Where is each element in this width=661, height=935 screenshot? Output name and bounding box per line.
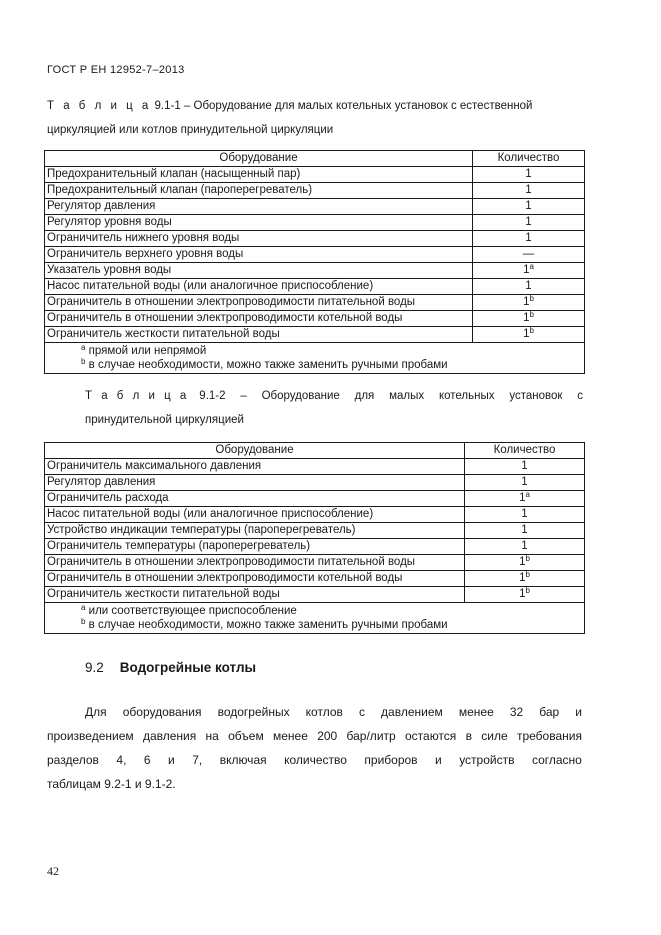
table1-row	[45, 295, 585, 311]
table2-equipment-cell: Ограничитель температуры (пароперегреватель)	[45, 539, 465, 555]
table1-caption-text: 9.1-1 – Оборудование для малых котельных установок с естественной	[154, 100, 533, 112]
table2-col-quantity: Количество	[465, 443, 585, 459]
table1-quantity-value: 1	[525, 184, 532, 196]
table1-equipment-cell: Регулятор уровня воды	[45, 215, 473, 231]
table2-footnote-ref: b	[525, 586, 530, 595]
paragraph-word: Для	[85, 705, 107, 719]
table2-row	[45, 555, 585, 571]
table1-note-text: прямой или непрямой	[85, 345, 207, 357]
table1-header-row	[45, 151, 585, 167]
paragraph-word: 6	[143, 753, 151, 767]
paragraph-word: согласно	[531, 753, 582, 767]
paragraph-word: бар	[539, 705, 560, 719]
table1-equipment-cell: Ограничитель жесткости питательной воды	[45, 327, 473, 343]
table2-quantity-value: 1	[521, 540, 528, 552]
caption-word: 9.1-2	[199, 390, 226, 402]
table2-equipment-cell: Ограничитель максимального давления	[45, 459, 465, 475]
table1-row	[45, 231, 585, 247]
table1-col-quantity: Количество	[473, 151, 585, 167]
table1-caption-label: Т а б л и ц а	[47, 100, 152, 112]
table2-quantity-cell	[465, 571, 585, 587]
caption-word: Оборудование	[261, 390, 340, 402]
paragraph-word: остаются	[404, 729, 457, 743]
table1-quantity-cell	[473, 279, 585, 295]
paragraph-word: произведением	[47, 729, 134, 743]
table2-quantity-value: 1	[519, 572, 526, 584]
section-paragraph	[47, 700, 582, 796]
table1-note-mark: b	[81, 357, 86, 366]
table1-quantity-cell	[473, 183, 585, 199]
table2-header-row	[45, 443, 585, 459]
table2-col-equipment: Оборудование	[45, 443, 465, 459]
paragraph-line-3	[47, 748, 582, 772]
paragraph-word: приборов	[364, 753, 418, 767]
section-heading	[85, 660, 256, 675]
table2-quantity-value: 1	[521, 460, 528, 472]
table1-footnote-ref: a	[529, 262, 534, 271]
table2-footnote-ref: b	[525, 570, 530, 579]
table1-quantity-cell	[473, 295, 585, 311]
table1-row	[45, 199, 585, 215]
table1-quantity-value: 1	[523, 264, 530, 276]
table1-quantity-cell	[473, 311, 585, 327]
table1-equipment-cell: Регулятор давления	[45, 199, 473, 215]
table1	[44, 150, 585, 374]
table2-row	[45, 491, 585, 507]
table1-equipment-cell: Указатель уровня воды	[45, 263, 473, 279]
paragraph-word: разделов	[47, 753, 99, 767]
table2-row	[45, 475, 585, 491]
table2-note-mark: b	[81, 617, 86, 626]
table1-note-text: в случае необходимости, можно также заменить ручными пробами	[85, 359, 448, 371]
table2-quantity-value: 1	[519, 556, 526, 568]
document-header: ГОСТ Р ЕН 12952-7–2013	[47, 64, 185, 76]
table1-equipment-cell: Ограничитель верхнего уровня воды	[45, 247, 473, 263]
table1-note	[81, 344, 584, 358]
table1-notes-row	[45, 343, 585, 374]
table1-footnote-ref: b	[529, 310, 534, 319]
paragraph-word: силе	[481, 729, 508, 743]
paragraph-word: 200	[317, 729, 338, 743]
caption-word: малых	[389, 390, 425, 402]
table1-quantity-value: 1	[523, 296, 530, 308]
table2-quantity-cell	[465, 523, 585, 539]
table2-equipment-cell: Ограничитель жесткости питательной воды	[45, 587, 465, 603]
table2-row	[45, 571, 585, 587]
table1-quantity-value: —	[522, 248, 535, 260]
paragraph-word: менее	[458, 705, 494, 719]
table1-quantity-value: 1	[525, 168, 532, 180]
paragraph-word: 4,	[116, 753, 127, 767]
table1-quantity-value: 1	[525, 232, 532, 244]
caption-word: котельных	[438, 390, 495, 402]
table2-quantity-cell	[465, 507, 585, 523]
paragraph-word: и	[435, 753, 442, 767]
table2-quantity-value: 1	[521, 476, 528, 488]
section-title: Водогрейные котлы	[119, 660, 257, 675]
paragraph-word: оборудования	[122, 705, 202, 719]
page-number: 42	[47, 864, 59, 878]
table2-quantity-cell	[465, 475, 585, 491]
table1-quantity-value: 1	[525, 280, 532, 292]
table1-quantity-value: 1	[523, 328, 530, 340]
table1-quantity-cell	[473, 199, 585, 215]
table2-row	[45, 587, 585, 603]
caption-word: –	[240, 390, 247, 402]
paragraph-word: 7,	[192, 753, 203, 767]
table1-quantity-cell	[473, 231, 585, 247]
table2-row	[45, 523, 585, 539]
paragraph-word: и	[575, 705, 582, 719]
table2-caption-label: Т а б л и ц а	[85, 390, 190, 402]
caption-word: установок	[509, 390, 563, 402]
table1-quantity-value: 1	[523, 312, 530, 324]
table2-note-text: в случае необходимости, можно также заменить ручными пробами	[85, 619, 448, 631]
table1-equipment-cell: Предохранительный клапан (пароперегреватель)	[45, 183, 473, 199]
table1-note	[81, 358, 584, 372]
table2-equipment-cell: Ограничитель в отношении электропроводимости котельной воды	[45, 571, 465, 587]
table1-row	[45, 167, 585, 183]
table1-equipment-cell: Ограничитель в отношении электропроводимости питательной воды	[45, 295, 473, 311]
paragraph-line-1	[47, 700, 582, 724]
table1-row	[45, 263, 585, 279]
table1-equipment-cell: Ограничитель в отношении электропроводимости котельной воды	[45, 311, 473, 327]
paragraph-word: объем	[228, 729, 264, 743]
table2-quantity-value: 1	[521, 524, 528, 536]
table2-notes-row	[45, 603, 585, 634]
table1-equipment-cell: Предохранительный клапан (насыщенный пар)	[45, 167, 473, 183]
table2-caption-line2: принудительной циркуляцией	[85, 414, 244, 426]
paragraph-word: давления	[142, 729, 197, 743]
paragraph-word: с	[358, 705, 365, 719]
table2-quantity-cell	[465, 491, 585, 507]
paragraph-line-4: таблицам 9.2-1 и 9.1-2.	[47, 777, 176, 791]
table1-footnote-ref: b	[529, 294, 534, 303]
paragraph-word: менее	[273, 729, 308, 743]
table2-quantity-cell	[465, 555, 585, 571]
table1-caption	[47, 94, 532, 142]
paragraph-word: на	[205, 729, 219, 743]
table1-row	[45, 327, 585, 343]
table2-equipment-cell: Устройство индикации температуры (пароперегреватель)	[45, 523, 465, 539]
table2-equipment-cell: Ограничитель в отношении электропроводимости питательной воды	[45, 555, 465, 571]
table1-row	[45, 311, 585, 327]
table2-row	[45, 507, 585, 523]
table1-row	[45, 215, 585, 231]
section-number: 9.2	[85, 660, 104, 675]
table2-note	[81, 618, 584, 632]
table1-notes-cell	[45, 343, 585, 374]
table2-note	[81, 604, 584, 618]
table2-quantity-cell	[465, 587, 585, 603]
table1-quantity-value: 1	[525, 216, 532, 228]
table2-footnote-ref: a	[525, 490, 530, 499]
paragraph-word: и	[168, 753, 175, 767]
table1-caption-line2: циркуляцией или котлов принудительной циркуляции	[47, 124, 334, 136]
table2-footnote-ref: b	[525, 554, 530, 563]
table2-equipment-cell: Регулятор давления	[45, 475, 465, 491]
paragraph-line-2	[47, 724, 582, 748]
table1-equipment-cell: Насос питательной воды (или аналогичное приспособление)	[45, 279, 473, 295]
table1-quantity-cell	[473, 247, 585, 263]
table2	[44, 442, 585, 634]
caption-word: с	[577, 390, 583, 402]
table2-equipment-cell: Насос питательной воды (или аналогичное приспособление)	[45, 507, 465, 523]
paragraph-word: устройств	[459, 753, 515, 767]
table2-quantity-value: 1	[519, 588, 526, 600]
table2-quantity-value: 1	[519, 492, 526, 504]
table1-row	[45, 183, 585, 199]
paragraph-word: 32	[509, 705, 524, 719]
table2-caption	[85, 384, 583, 432]
caption-word: для	[354, 390, 375, 402]
table1-quantity-cell	[473, 327, 585, 343]
table1-quantity-value: 1	[525, 200, 532, 212]
table2-equipment-cell: Ограничитель расхода	[45, 491, 465, 507]
paragraph-word: включая	[219, 753, 267, 767]
table1-row	[45, 279, 585, 295]
table1-quantity-cell	[473, 167, 585, 183]
table1-equipment-cell: Ограничитель нижнего уровня воды	[45, 231, 473, 247]
paragraph-word: количество	[284, 753, 347, 767]
paragraph-word: давлением	[381, 705, 443, 719]
table2-notes-cell	[45, 603, 585, 634]
table2-row	[45, 459, 585, 475]
table1-note-mark: a	[81, 343, 86, 352]
table1-col-equipment: Оборудование	[45, 151, 473, 167]
table2-caption-text	[199, 384, 583, 408]
table1-quantity-cell	[473, 215, 585, 231]
table2-quantity-cell	[465, 539, 585, 555]
paragraph-word: котлов	[305, 705, 343, 719]
table2-quantity-cell	[465, 459, 585, 475]
table2-quantity-value: 1	[521, 508, 528, 520]
paragraph-word: водогрейных	[217, 705, 290, 719]
table2-row	[45, 539, 585, 555]
paragraph-word: требования	[516, 729, 582, 743]
paragraph-word: в	[465, 729, 472, 743]
table1-footnote-ref: b	[529, 326, 534, 335]
table1-quantity-cell	[473, 263, 585, 279]
table2-note-text: или соответствующее приспособление	[85, 605, 297, 617]
table1-row	[45, 247, 585, 263]
paragraph-word: бар/литр	[346, 729, 396, 743]
table2-note-mark: a	[81, 603, 86, 612]
